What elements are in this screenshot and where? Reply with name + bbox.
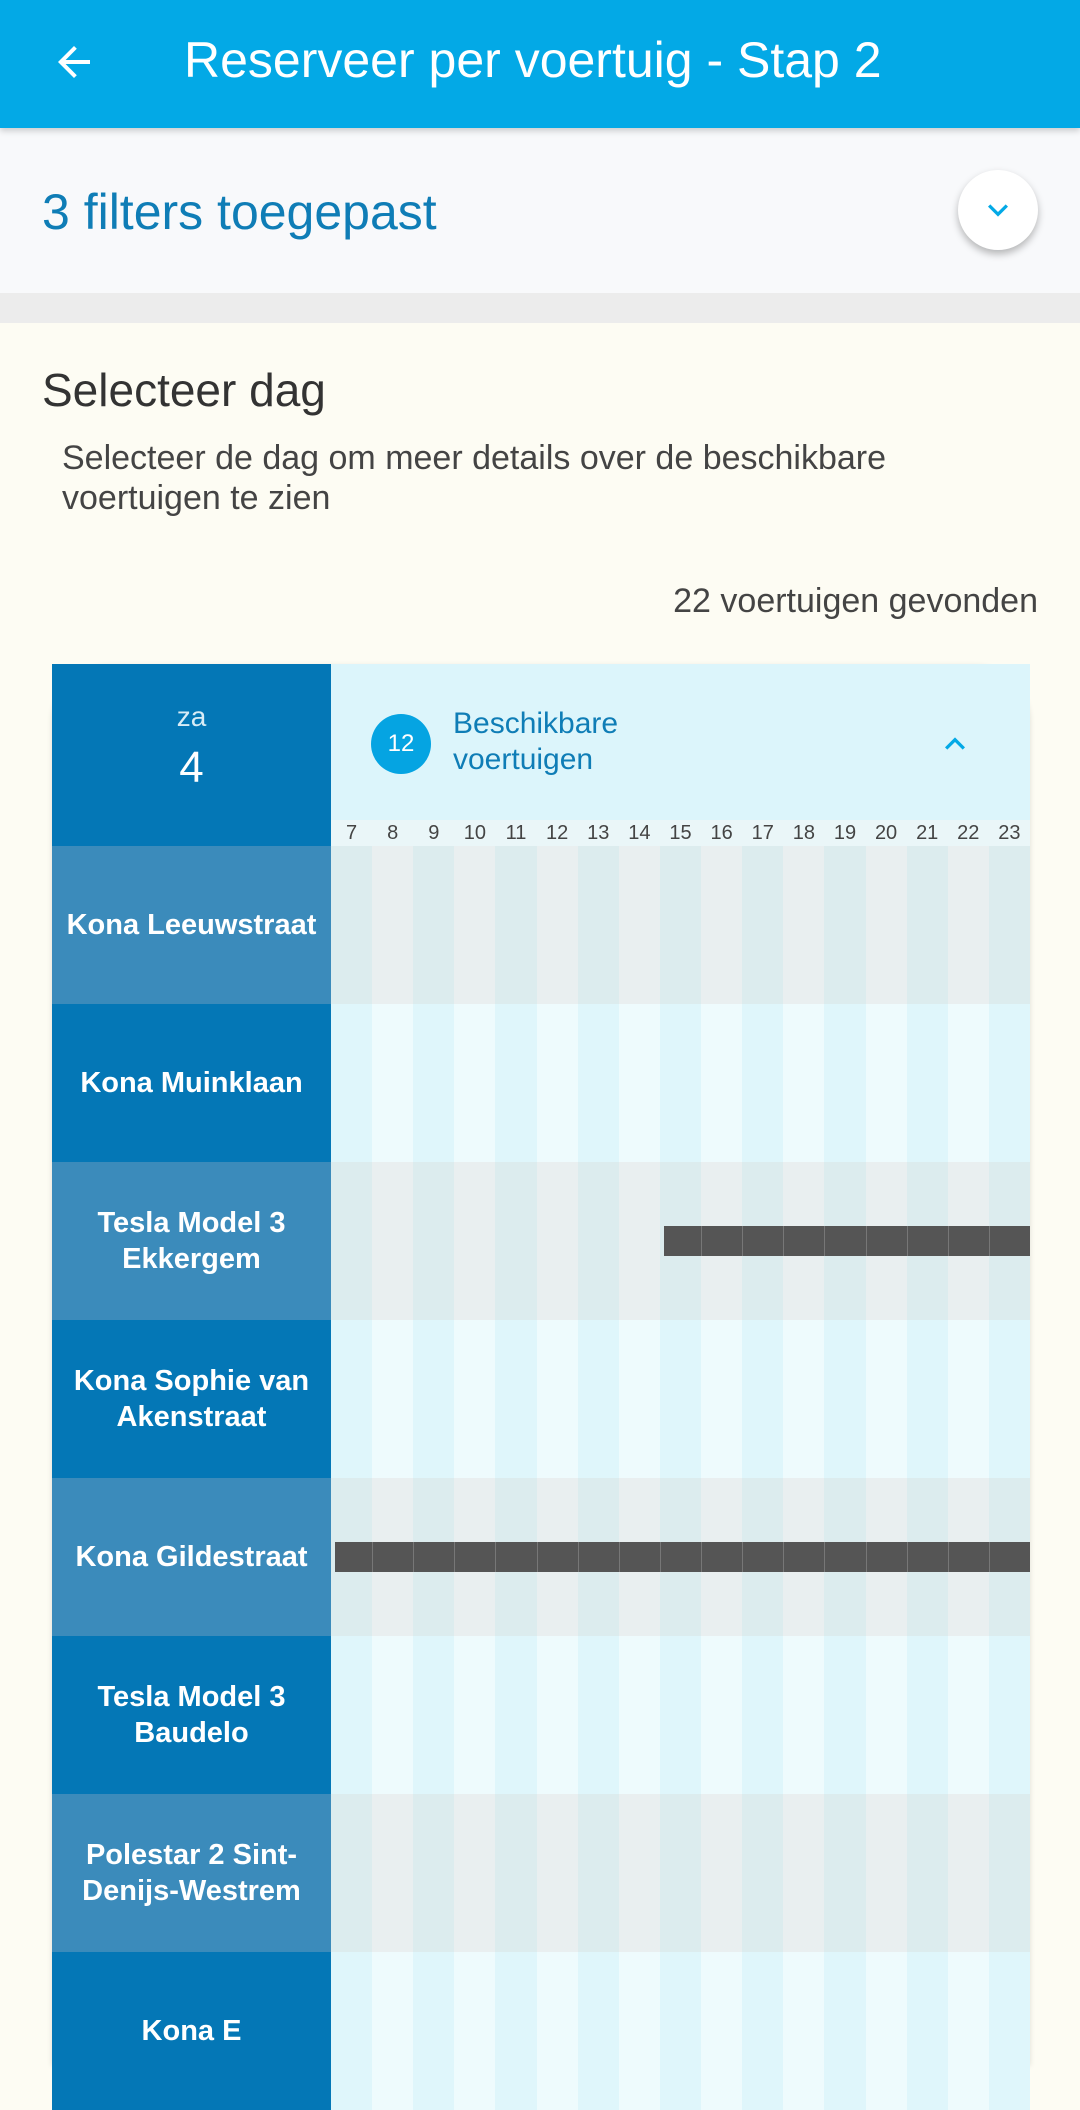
hour-slot [372,1636,413,1794]
booked-tick [783,1542,784,1572]
hour-slot [331,1320,372,1478]
hour-slot [701,1952,742,2110]
hour-slot [372,846,413,1004]
booked-tick [660,1542,661,1572]
hour-slot [783,1794,824,1952]
hour-label: 16 [710,822,733,844]
vehicle-row[interactable] [52,1004,1030,1162]
hour-slot [742,1320,783,1478]
vehicle-timeline[interactable] [331,1004,1030,1162]
booked-tick [989,1226,990,1256]
hour-slot [783,1004,824,1162]
hour-slot [454,1004,495,1162]
hour-slot [331,1794,372,1952]
filter-bar [0,128,1080,293]
hour-slot [783,1952,824,2110]
hour-slot [824,1636,865,1794]
booked-period [335,1542,1030,1572]
hour-slot [413,1794,454,1952]
hour-slot [824,1004,865,1162]
vehicle-row[interactable] [52,1478,1030,1636]
booked-tick [866,1542,867,1572]
booked-tick [537,1542,538,1572]
vehicle-timeline[interactable] [331,1636,1030,1794]
hour-slot [742,1004,783,1162]
hour-slot [372,1162,413,1320]
vehicle-row[interactable] [52,1162,1030,1320]
booked-tick [454,1542,455,1572]
hour-slot [866,1636,907,1794]
vehicle-timeline[interactable] [331,1162,1030,1320]
hour-slot [495,1320,536,1478]
chevron-up-icon [935,724,975,764]
hour-slot [413,846,454,1004]
hour-label: 9 [428,822,440,844]
vehicle-timeline[interactable] [331,846,1030,1004]
hour-slot [331,1162,372,1320]
hour-slot [619,1162,660,1320]
hour-slot [660,1636,701,1794]
hour-slot [660,1952,701,2110]
booked-tick [413,1542,414,1572]
hour-slot [824,1320,865,1478]
hour-slot [660,1794,701,1952]
hour-slot [372,1004,413,1162]
hour-slot [495,1794,536,1952]
hour-slot [372,1320,413,1478]
hour-slot [619,1952,660,2110]
hour-slot [783,846,824,1004]
vehicle-name: Kona Sophie van Akenstraat [52,1320,331,1478]
hour-slot [701,1320,742,1478]
hour-slot [454,1636,495,1794]
vehicle-name: Polestar 2 Sint-Denijs-Westrem [52,1794,331,1952]
section-description: Selecteer de dag om meer details over de beschikbare voertuigen te zien [62,439,887,517]
hour-label: 18 [792,822,815,844]
hour-slot [660,1004,701,1162]
hour-slot [454,1162,495,1320]
hour-slot [824,1794,865,1952]
hour-slot [866,1794,907,1952]
hour-slot [701,1636,742,1794]
hour-slot [619,846,660,1004]
hour-slot [454,846,495,1004]
vehicle-timeline[interactable] [331,1952,1030,2110]
hour-slot [742,1636,783,1794]
available-vehicles-header[interactable] [331,664,1030,820]
hour-slot [454,1952,495,2110]
hour-slot [866,846,907,1004]
hour-slot [907,1952,948,2110]
hour-slot [331,1004,372,1162]
vehicle-name: Tesla Model 3 Baudelo [52,1636,331,1794]
hour-slot [989,1794,1030,1952]
hour-slot [907,1004,948,1162]
hour-slot [824,846,865,1004]
hour-slot [537,846,578,1004]
hour-slot [783,1320,824,1478]
booked-tick [742,1226,743,1256]
hour-slot [742,1794,783,1952]
hour-slot [742,846,783,1004]
hour-slot [495,1636,536,1794]
hour-label: 7 [345,822,358,844]
vehicle-name: Kona Muinklaan [52,1004,331,1162]
hour-slot [907,846,948,1004]
hour-slot [660,1320,701,1478]
hour-slot [907,1636,948,1794]
hour-label: 8 [387,822,399,844]
hour-slot [537,1320,578,1478]
booked-tick [495,1542,496,1572]
hour-slot [495,1162,536,1320]
vehicle-timeline[interactable] [331,1794,1030,1952]
vehicle-row[interactable] [52,1320,1030,1478]
available-count-badge: 12 [371,714,431,774]
filters-toggle-button[interactable] [958,170,1038,250]
hour-slot [948,846,989,1004]
hour-slot [742,1952,783,2110]
booked-tick [701,1226,702,1256]
day-number: 4 [179,743,204,792]
hour-label: 22 [957,822,980,844]
chevron-down-icon [978,190,1018,230]
hour-slot [619,1004,660,1162]
hour-slot [537,1636,578,1794]
hour-label: 13 [587,822,610,844]
booked-tick [701,1542,702,1572]
section-title: Selecteer dag [42,364,326,416]
filters-applied-label[interactable]: 3 filters toegepast [42,184,437,240]
hour-slot [495,1952,536,2110]
hour-slot [989,1952,1030,2110]
collapse-button[interactable] [931,724,979,764]
day-selector[interactable] [52,664,331,846]
hour-slot [948,1320,989,1478]
page-title: Reserveer per voertuig - Stap 2 [184,32,882,88]
hour-slot [907,1320,948,1478]
hour-slot [413,1320,454,1478]
booked-tick [948,1226,949,1256]
booked-tick [372,1542,373,1572]
hour-slot [413,1004,454,1162]
vehicle-name: Tesla Model 3 Ekkergem [52,1162,331,1320]
hour-label: 21 [916,822,939,844]
hour-slot [660,846,701,1004]
hour-slot [866,1004,907,1162]
hour-label: 19 [833,822,857,844]
hour-slot [948,1794,989,1952]
hour-axis [331,820,1030,846]
hour-label: 23 [998,822,1021,844]
hour-slot [948,1952,989,2110]
available-vehicles-label: Beschikbare voertuigen [453,707,619,776]
hour-slot [989,1320,1030,1478]
app-bar [0,0,1080,128]
hour-slot [619,1636,660,1794]
vehicle-row[interactable] [52,846,1030,1004]
hour-slot [413,1162,454,1320]
hour-slot [783,1636,824,1794]
booked-tick [907,1226,908,1256]
day-of-week: za [176,701,207,732]
hour-slot [989,1004,1030,1162]
hour-slot [331,846,372,1004]
hour-slot [989,846,1030,1004]
hour-label: 12 [546,822,569,844]
booked-tick [742,1542,743,1572]
hour-slot [619,1794,660,1952]
vehicle-row[interactable] [52,1636,1030,1794]
booked-tick [619,1542,620,1572]
hour-label: 20 [874,822,898,844]
hour-slot [866,1320,907,1478]
arrow-left-icon [50,38,98,86]
hour-slot [372,1952,413,2110]
booked-tick [989,1542,990,1572]
hour-slot [989,1636,1030,1794]
hour-slot [372,1794,413,1952]
hour-slot [537,1162,578,1320]
hour-slot [578,1952,619,2110]
vehicle-name: Kona E [52,1952,331,2110]
hour-slot [866,1952,907,2110]
hour-slot [824,1952,865,2110]
hour-slot [413,1952,454,2110]
hour-slot [948,1004,989,1162]
hour-slot [578,1004,619,1162]
hour-label: 14 [628,822,651,844]
hour-slot [701,1794,742,1952]
result-count: 22 voertuigen gevonden [673,582,1038,620]
hour-label: 11 [505,822,527,844]
hour-slot [454,1320,495,1478]
hour-label: 17 [751,822,774,844]
vehicle-timeline[interactable] [331,1320,1030,1478]
hour-slot [948,1636,989,1794]
booked-period [664,1226,1030,1256]
hour-label: 10 [463,822,487,844]
vehicle-name: Kona Leeuwstraat [52,846,331,1004]
hour-slot [495,1004,536,1162]
hour-slot [619,1320,660,1478]
hour-slot [907,1794,948,1952]
vehicle-timeline[interactable] [331,1478,1030,1636]
booked-tick [907,1542,908,1572]
booked-tick [866,1226,867,1256]
hour-slot [578,1794,619,1952]
hour-label: 15 [669,822,692,844]
hour-slot [537,1794,578,1952]
hour-slot [701,1004,742,1162]
booked-tick [948,1542,949,1572]
booked-tick [824,1226,825,1256]
vehicle-calendar [52,664,1030,2064]
hour-slot [578,846,619,1004]
booked-tick [824,1542,825,1572]
hour-slot [495,846,536,1004]
hour-slot [701,846,742,1004]
booked-tick [578,1542,579,1572]
vehicle-row[interactable] [52,1952,1030,2110]
hour-slot [454,1794,495,1952]
vehicle-row[interactable] [52,1794,1030,1952]
hour-slot [331,1636,372,1794]
hour-slot [331,1952,372,2110]
booked-tick [783,1226,784,1256]
back-button[interactable] [42,30,106,94]
hour-slot [537,1004,578,1162]
hour-slot [578,1162,619,1320]
hour-slot [413,1636,454,1794]
hour-slot [578,1320,619,1478]
vehicle-name: Kona Gildestraat [52,1478,331,1636]
hour-slot [578,1636,619,1794]
divider [0,293,1080,323]
hour-slot [537,1952,578,2110]
